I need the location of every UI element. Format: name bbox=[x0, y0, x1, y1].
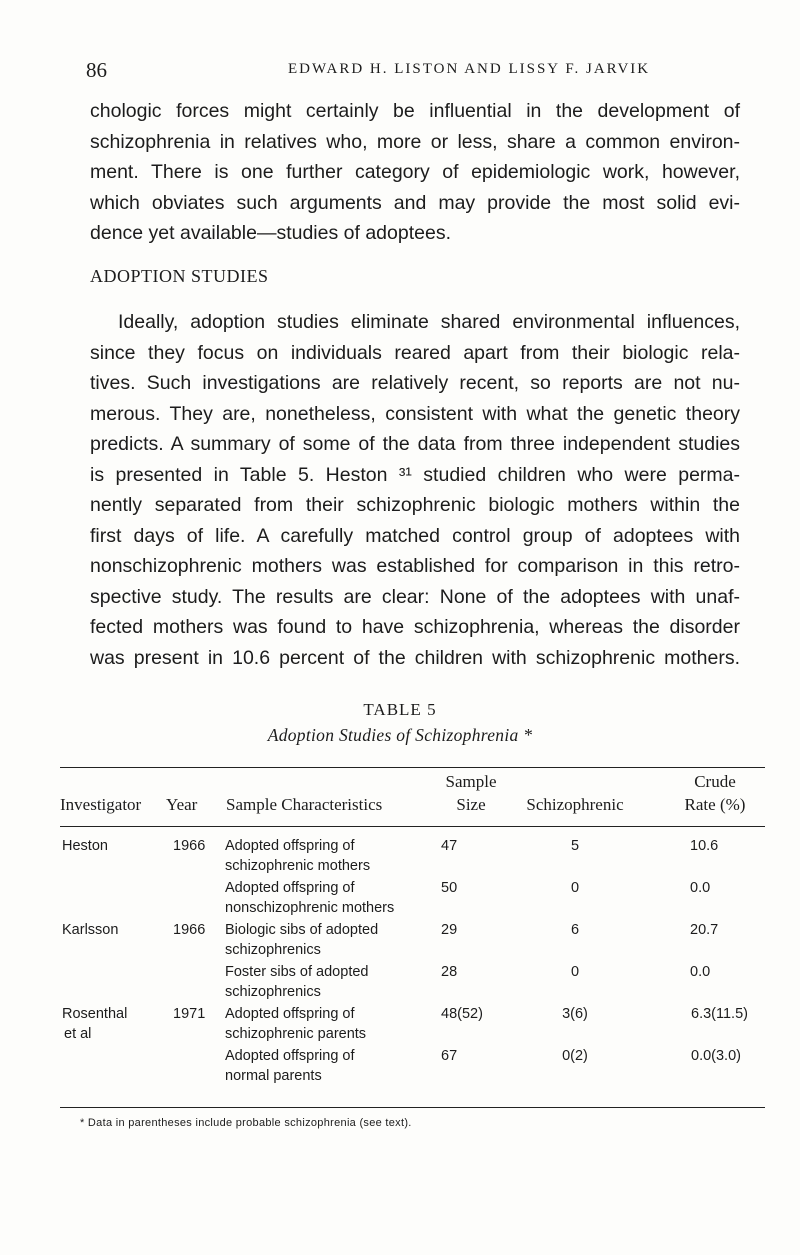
cell-rate: 0.0 bbox=[690, 880, 711, 896]
text-line: schizophrenia in relatives who, more or less, share a common environ- bbox=[90, 130, 740, 153]
col-head-size-2: Size bbox=[456, 795, 486, 814]
cell-char-line: Adopted offspring of bbox=[225, 1006, 355, 1022]
col-head-schizophrenic: Schizophrenic bbox=[526, 795, 624, 814]
cell-char-line: normal parents bbox=[225, 1068, 322, 1084]
text-line: merous. They are, nonetheless, consistent with what the genetic theory bbox=[90, 402, 740, 425]
text-line: spective study. The results are clear: None of the adoptees with unaf- bbox=[90, 585, 740, 608]
table-header-rule bbox=[60, 826, 765, 827]
cell-char-line: Biologic sibs of adopted bbox=[225, 922, 379, 938]
cell-year: 1966 bbox=[173, 838, 206, 854]
table-footnote: * Data in parentheses include probable schizophrenia (see text). bbox=[80, 1117, 412, 1129]
cell-schizophrenic: 0 bbox=[570, 880, 580, 896]
cell-rate: 6.3(11.5) bbox=[691, 1006, 748, 1022]
text-line: ment. There is one further category of epidemiologic work, however, bbox=[90, 161, 740, 183]
table-title: Adoption Studies of Schizophrenia * bbox=[267, 725, 533, 745]
text-line: dence yet available—studies of adoptees. bbox=[90, 222, 451, 244]
cell-year: 1966 bbox=[173, 922, 206, 938]
cell-schizophrenic: 0 bbox=[570, 964, 580, 980]
cell-size: 28 bbox=[441, 964, 458, 980]
cell-char-line: Adopted offspring of bbox=[225, 838, 355, 854]
text-line: fected mothers was found to have schizophrenia, whereas the disorder bbox=[90, 616, 740, 638]
cell-rate: 10.6 bbox=[690, 838, 719, 854]
cell-investigator bbox=[62, 1004, 127, 1044]
text-line: nonschizophrenic mothers was established for comparison in this retro- bbox=[90, 555, 740, 577]
cell-char-line: Adopted offspring of bbox=[225, 880, 355, 896]
cell-characteristics bbox=[225, 962, 368, 1002]
table-top-rule bbox=[60, 767, 765, 768]
table-bottom-rule bbox=[60, 1107, 765, 1108]
cell-year: 1971 bbox=[173, 1006, 206, 1022]
cell-characteristics bbox=[225, 920, 378, 960]
col-head-investigator: Investigator bbox=[60, 795, 142, 814]
cell-characteristics bbox=[225, 1046, 355, 1086]
cell-rate: 0.0 bbox=[690, 964, 711, 980]
cell-characteristics bbox=[225, 878, 394, 918]
cell-char-line: Adopted offspring of bbox=[225, 1048, 355, 1064]
cell-char-line: Foster sibs of adopted bbox=[225, 964, 369, 980]
cell-char-line: schizophrenics bbox=[225, 942, 321, 958]
col-head-rate-2: Rate (%) bbox=[684, 795, 746, 814]
cell-inv-line: et al bbox=[64, 1026, 92, 1042]
page-header bbox=[86, 58, 766, 82]
cell-characteristics bbox=[225, 1004, 366, 1044]
cell-schizophrenic: 6 bbox=[570, 922, 580, 938]
paragraph-2 bbox=[90, 307, 740, 673]
col-head-characteristics: Sample Characteristics bbox=[226, 795, 383, 814]
table-number: TABLE 5 bbox=[363, 700, 437, 719]
text-line: tives. Such investigations are relatively recent, so reports are not nu- bbox=[90, 372, 740, 394]
cell-schizophrenic: 3(6) bbox=[562, 1006, 588, 1022]
cell-size: 50 bbox=[441, 880, 458, 896]
running-head: EDWARD H. LISTON AND LISSY F. JARVIK bbox=[288, 61, 651, 77]
cell-rate: 20.7 bbox=[690, 922, 719, 938]
cell-char-line: nonschizophrenic mothers bbox=[225, 900, 395, 916]
text-line: which obviates such arguments and may provide the most solid evi- bbox=[90, 191, 740, 214]
col-head-year: Year bbox=[166, 795, 198, 814]
cell-inv-line: Rosenthal bbox=[62, 1006, 128, 1022]
cell-size: 29 bbox=[441, 922, 458, 938]
cell-char-line: schizophrenics bbox=[225, 984, 321, 1000]
cell-schizophrenic: 5 bbox=[570, 838, 580, 854]
col-head-rate-1: Crude bbox=[694, 772, 736, 791]
section-heading: ADOPTION STUDIES bbox=[90, 266, 269, 286]
text-line: since they focus on individuals reared apart from their biologic rela- bbox=[90, 341, 740, 364]
text-line: first days of life. A carefully matched control group of adoptees with bbox=[90, 524, 740, 547]
text-line: chologic forces might certainly be influential in the development of bbox=[90, 100, 740, 122]
cell-size: 48(52) bbox=[441, 1006, 483, 1022]
text-line: Ideally, adoption studies eliminate shared environmental influences, bbox=[118, 311, 740, 333]
cell-rate: 0.0(3.0) bbox=[691, 1048, 741, 1064]
text-line: was present in 10.6 percent of the children with schizophrenic mothers. bbox=[90, 646, 740, 669]
cell-investigator: Heston bbox=[62, 838, 108, 854]
col-head-size-1: Sample bbox=[445, 772, 497, 791]
cell-schizophrenic: 0(2) bbox=[562, 1048, 588, 1064]
paragraph-1 bbox=[90, 96, 740, 249]
cell-size: 67 bbox=[441, 1048, 458, 1064]
text-line: nently separated from their schizophrenic biologic mothers within the bbox=[90, 494, 740, 516]
cell-char-line: schizophrenic mothers bbox=[225, 858, 371, 874]
text-line: predicts. A summary of some of the data from three independent studies bbox=[90, 433, 740, 455]
text-line: is presented in Table 5. Heston ³¹ studied children who were perma- bbox=[90, 463, 740, 486]
cell-investigator: Karlsson bbox=[62, 922, 119, 938]
cell-char-line: schizophrenic parents bbox=[225, 1026, 367, 1042]
cell-characteristics bbox=[225, 836, 370, 876]
page-number: 86 bbox=[86, 58, 107, 82]
cell-size: 47 bbox=[441, 838, 458, 854]
